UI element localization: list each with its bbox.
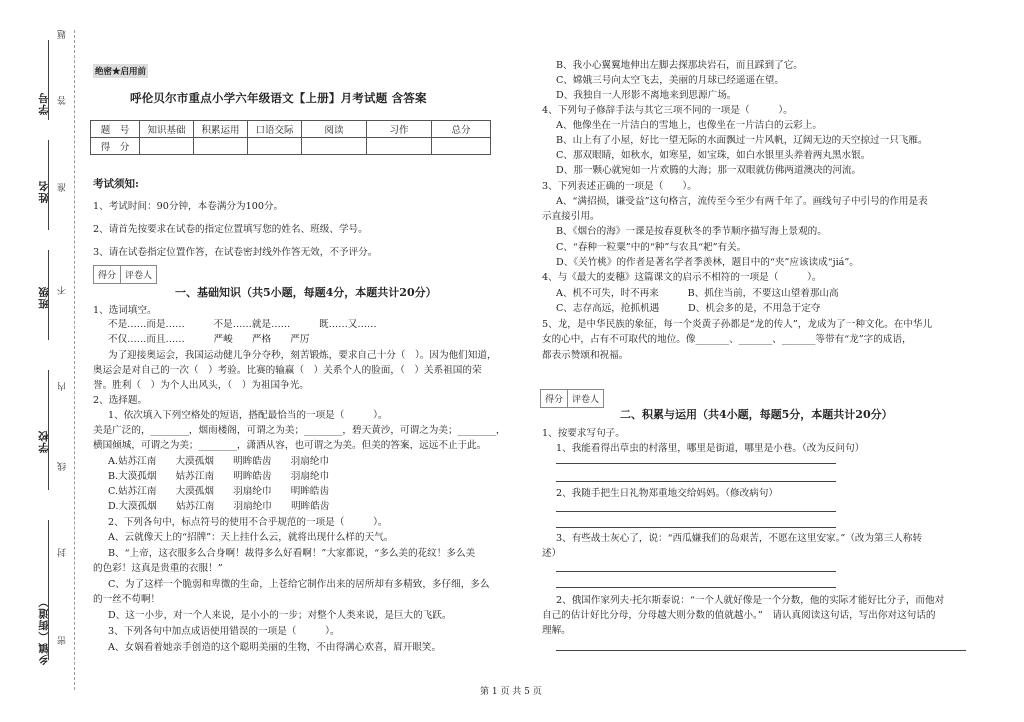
question-line: 3、下列表述正确的一项是（ ）。 [542,181,697,192]
notice-item: 3、请在试卷指定位置作答，在试卷密封线外作答无效，不予评分。 [93,247,378,258]
margin-char: 不 [58,286,68,295]
question-line: 示直接引用。 [542,211,600,222]
answer-line[interactable] [556,481,836,482]
question-line: D、那一颗心就宛如一片欢腾的大海；那一双眼就仿佛两道澳决的河流。 [556,165,862,176]
question-line: C、那双眼睛，如秋水，如寒星，如宝珠，如白水银里头养着两丸黑水银。 [556,150,871,161]
grader-name-label: 评卷人 [572,395,600,405]
margin-label-town: 乡镇（街道） [38,596,50,665]
grader-score-label: 得分 [541,390,568,407]
table-cell: 口语交际 [248,121,302,138]
question-line: B、我小心翼翼地伸出左脚去探那块岩石，而且踩到了它。 [556,60,803,71]
question-line: A、他像坐在一片洁白的雪地上，也像坐在一片洁白的云彩上。 [556,120,822,131]
question-line: 的色彩！这真是贵重的衣服！” [93,563,223,574]
question-line: 2、我随手把生日礼物郑重地交给妈妈。（修改病句） [556,488,778,499]
question-line: A、机不可失，时不再来 B、抓住当前，不要这山望着那山高 [556,288,839,299]
question-line: 2、俄国作家列夫·托尔斯泰说：“一个人就好像是一个分数，他的实际才能好比分子，而他对 [556,595,945,606]
score-cell[interactable] [302,138,367,155]
question-line: 都表示赞颂和祝福。 [542,350,629,361]
question-line: B、《烟台的海》一课是按春夏秋冬的季节顺序描写海上景观的。 [556,226,827,237]
question-line: 奥运会是对自己的一次（ ）考验。比赛的输赢（ ）关系个人的脸面，（ ）关系祖国的荣 [93,365,482,376]
page-title: 呼伦贝尔市重点小学六年级语文【上册】月考试题 含答案 [130,91,427,105]
table-row [91,121,491,138]
question-line: 2、下列各句中，标点符号的使用不合乎规范的一项是（ ）。 [108,517,388,528]
answer-line[interactable] [556,511,836,512]
question-line: 1、依次填入下列空格处的短语，搭配最恰当的一项是（ ）。 [108,410,388,421]
score-table [90,120,491,155]
question-line: 1、按要求写句子。 [542,428,625,439]
margin-char: 答 [58,96,68,105]
grader-box [540,389,604,408]
question-line: 女的心中，占有不可取代的地位。像_______、_______、_______等带有“龙”字的成语， [542,334,912,345]
section-2-heading: 二、积累与运用（共4小题，每题5分，本题共计20分） [620,408,893,421]
grader-name-label: 评卷人 [125,271,153,281]
question-line: A、“满招损，谦受益”这句格言，流传至今至少有两千年了。画线句子中引号的作用是表 [556,196,928,207]
margin-char: 密 [58,636,68,645]
margin-char: 线 [58,462,68,471]
table-row [91,138,491,155]
question-line: 2、选择题。 [93,395,148,406]
score-cell[interactable] [367,138,432,155]
answer-line[interactable] [556,527,836,528]
question-line: 自己的估计好比分母，分母越大则分数的值就越小。” 请认真阅读这句话，写出你对这句话的 [542,610,936,621]
question-line: A、女娲看着她亲手创造的这个聪明美丽的生物，不由得满心欢喜，眉开眼笑。 [108,642,442,653]
table-cell: 知识基础 [140,121,194,138]
margin-label-student-id: 学号 [38,92,50,115]
margin-label-name: 姓名 [38,180,50,203]
question-line: C、志存高远，抢抓机遇 D、机会多的是，不用急于定夺 [556,303,821,314]
grader-score-label: 得分 [94,266,121,283]
table-cell: 总分 [432,121,491,138]
margin-char: 题 [58,30,68,39]
answer-line[interactable] [556,571,836,572]
margin-char: 封 [58,548,68,557]
question-line: A、云就像天上的“招牌”：天上挂什么云，就将出现什么样的天气。 [108,532,394,543]
question-line: 誉。胜利（ ）为个人出风头，（ ）为祖国争光。 [93,380,309,391]
margin-label-school: 学校 [38,430,50,453]
answer-line[interactable] [556,650,966,651]
question-line: D.大漠孤烟 姑苏江南 羽扇纶巾 明眸皓齿 [108,501,330,512]
question-line: 1、我能看得出草虫的村落里，哪里是街道，哪里是小巷。（改为反问句） [556,443,865,454]
question-line: D、《关竹桃》的作者是著名学者季羡林，题目中的“夹”应该读成“jiá”。 [556,257,859,268]
student-id-line [48,40,49,120]
notice-item: 1、考试时间：90分钟，本卷满分为100分。 [93,201,284,212]
question-line: C、为了这样一个脆弱和卑微的生命，上苍给它制作出来的居所却有多精致，多仔细，多么 [108,579,490,590]
question-line: 述） [542,548,562,559]
score-cell[interactable] [248,138,302,155]
school-line [48,370,49,490]
score-cell[interactable] [140,138,194,155]
question-line: 不是……而是…… 不是……就是…… 既……又…… [108,319,377,330]
question-line: 理解。 [542,625,571,636]
confidential-badge: 绝密★启用前 [93,64,148,78]
notice-item: 2、请首先按要求在试卷的指定位置填写您的姓名、班级、学号。 [93,224,368,235]
question-line: D、我独自一人形影不离地来到思源广场。 [556,90,737,101]
page-footer: 第 1 页 共 5 页 [480,687,542,697]
question-line: 3、有些战士灰心了，说：“西瓜嫌我们的岛艰苦，不愿在这里安家。”（改为第三人称转 [556,533,923,544]
question-line: C、嫦娥三号向太空飞去，美丽的月球已经遥遥在望。 [556,75,784,86]
question-line: C.姑苏江南 大漠孤烟 羽扇纶巾 明眸皓齿 [108,486,330,497]
question-line: 4、与《最大的麦穗》这篇课文的启示不相符的一项是（ ）。 [542,272,822,283]
question-line: A.姑苏江南 大漠孤烟 明眸皓齿 羽扇纶巾 [108,456,330,467]
question-line: 为了迎接奥运会，我国运动健儿争分夺秒，刻苦锻炼，要求自己十分（ ）。因为他们知道， [108,350,497,361]
question-line: B、“上帝，这衣服多么合身啊！裁得多么好看啊！”大家都说，“多么美的花纹！多么美 [108,548,476,559]
margin-char: 准 [58,183,68,192]
question-line: 5、龙，是中华民族的象征，每一个炎黄子孙都是“龙的传人”，龙成为了一种文化。在中华儿 [542,319,933,330]
class-line [48,250,49,340]
score-cell[interactable] [194,138,248,155]
question-line: B.大漠孤烟 姑苏江南 明眸皓齿 羽扇纶巾 [108,471,330,482]
table-cell: 阅读 [302,121,367,138]
question-line: 不仅……而且…… 严峻 严格 严厉 [108,334,310,345]
table-cell: 得 分 [91,138,140,155]
margin-label-class: 班级 [38,286,50,309]
seal-line [74,30,75,690]
margin-char: 内 [58,382,68,391]
section-1-heading: 一、基础知识（共5小题，每题4分，本题共计20分） [175,286,437,299]
question-line: 横国倾城，可谓之为美；________，潇洒从容，也可谓之为美。但美的答案，远远不止于此。 [93,440,487,451]
question-line: 的一丝不苟啊！ [93,594,161,605]
town-line [48,520,49,660]
table-cell: 习作 [367,121,432,138]
question-line: C、“春种一粒粟”中的“种”与农具“耙”有关。 [556,242,747,253]
grader-box [93,265,157,284]
question-line: 1、选词填空。 [93,305,157,316]
answer-line[interactable] [556,587,836,588]
table-cell: 题 号 [91,121,140,138]
question-line: 美是广泛的，________，烟雨楼阁，可谓之为美；________，碧天黄沙，可谓之为美；________， [93,425,506,436]
question-line: 4、下列句子修辞手法与其它三项不同的一项是（ ）。 [542,105,793,116]
score-cell[interactable] [432,138,491,155]
question-line: D、这一小步，对一个人来说，是小小的一步；对整个人类来说，是巨大的飞跃。 [108,610,452,621]
table-cell: 积累运用 [194,121,248,138]
name-line [48,140,49,230]
question-line: 3、下列各句中加点成语使用错误的一项是（ ）。 [108,626,340,637]
question-line: B、山上有了小屋，好比一望无际的水面飘过一片风帆，辽阔无边的天空掠过一只飞雁。 [556,135,928,146]
answer-line[interactable] [556,463,836,464]
notice-heading: 考试须知: [93,178,139,190]
